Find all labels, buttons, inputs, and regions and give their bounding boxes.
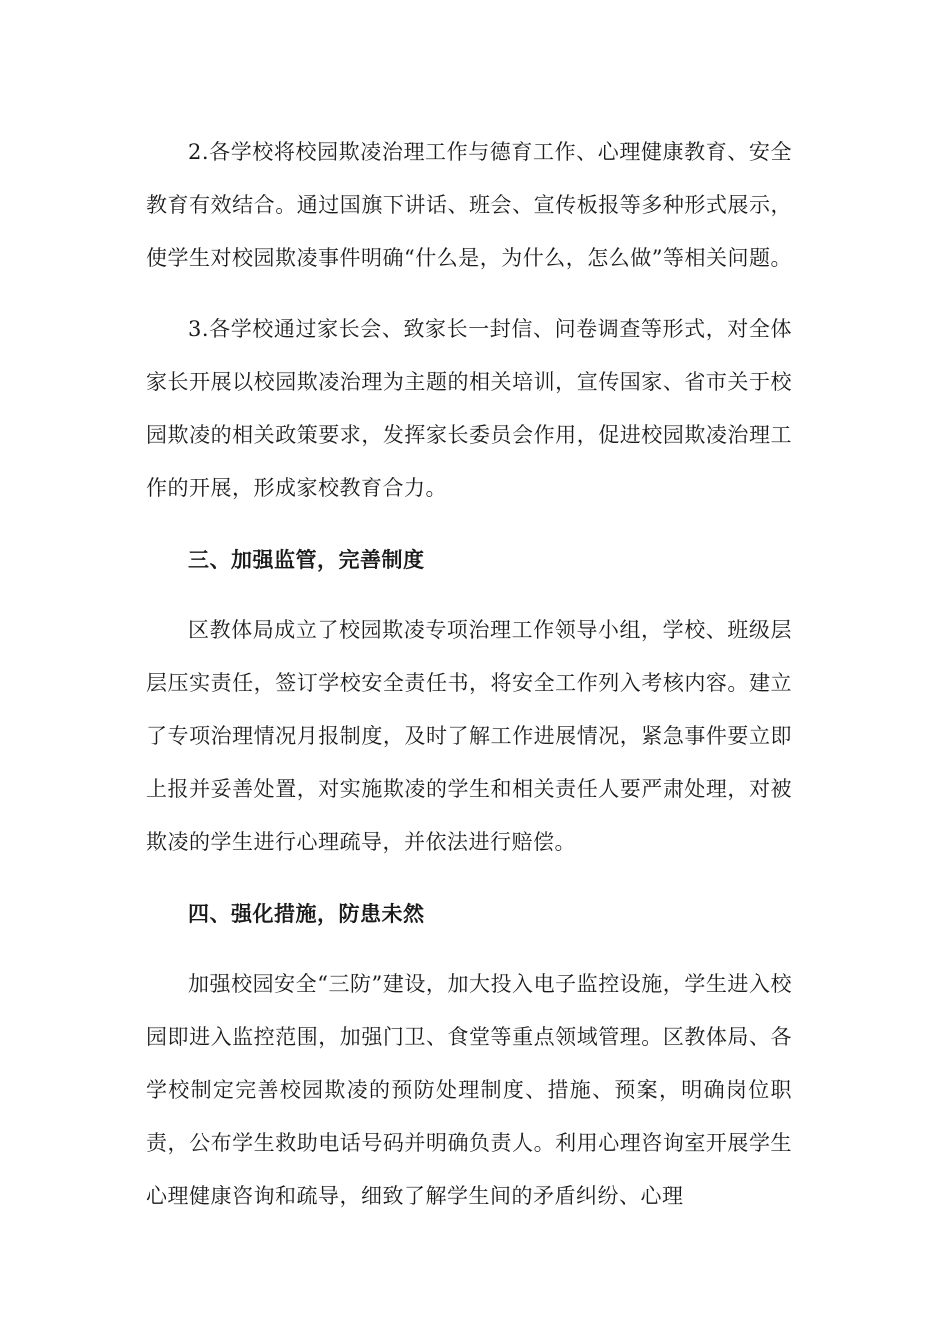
paragraph-spacer (146, 586, 792, 604)
section-heading-3: 三、加强监管，完善制度 (188, 547, 425, 572)
paragraph-spacer (146, 940, 792, 958)
paragraph-item-3: 3.各学校通过家长会、致家长一封信、问卷调查等形式，对全体家长开展以校园欺凌治理为主题的相关培训，宣传国家、省市关于校园欺凌的相关政策要求，发挥家长委员会作用，促进校园欺凌治理工作的开展，形成家校教育合力。 (146, 317, 792, 500)
paragraph-spacer (146, 285, 792, 303)
document-body (146, 126, 792, 1223)
section-heading-4: 四、强化措施，防患未然 (188, 901, 425, 926)
section-3-paragraph: 区教体局成立了校园欺凌专项治理工作领导小组，学校、班级层层压实责任，签订学校安全责任书，将安全工作列入考核内容。建立了专项治理情况月报制度，及时了解工作进展情况，紧急事件要立即上报并妥善处置，对实施欺凌的学生和相关责任人要严肃处理，对被欺凌的学生进行心理疏导，并依法进行赔偿。 (146, 618, 792, 854)
paragraph-spacer (146, 869, 792, 887)
paragraph-spacer (146, 515, 792, 533)
section-4-paragraph: 加强校园安全“三防”建设，加大投入电子监控设施，学生进入校园即进入监控范围，加强门卫、食堂等重点领域管理。区教体局、各学校制定完善校园欺凌的预防处理制度、措施、预案，明确岗位职责，公布学生救助电话号码并明确负责人。利用心理咨询室开展学生心理健康咨询和疏导，细致了解学生间的矛盾纠纷、心理 (146, 972, 792, 1208)
paragraph-item-2: 2.各学校将校园欺凌治理工作与德育工作、心理健康教育、安全教育有效结合。通过国旗下讲话、班会、宣传板报等多种形式展示，使学生对校园欺凌事件明确“什么是，为什么，怎么做”等相关问题。 (146, 140, 792, 270)
